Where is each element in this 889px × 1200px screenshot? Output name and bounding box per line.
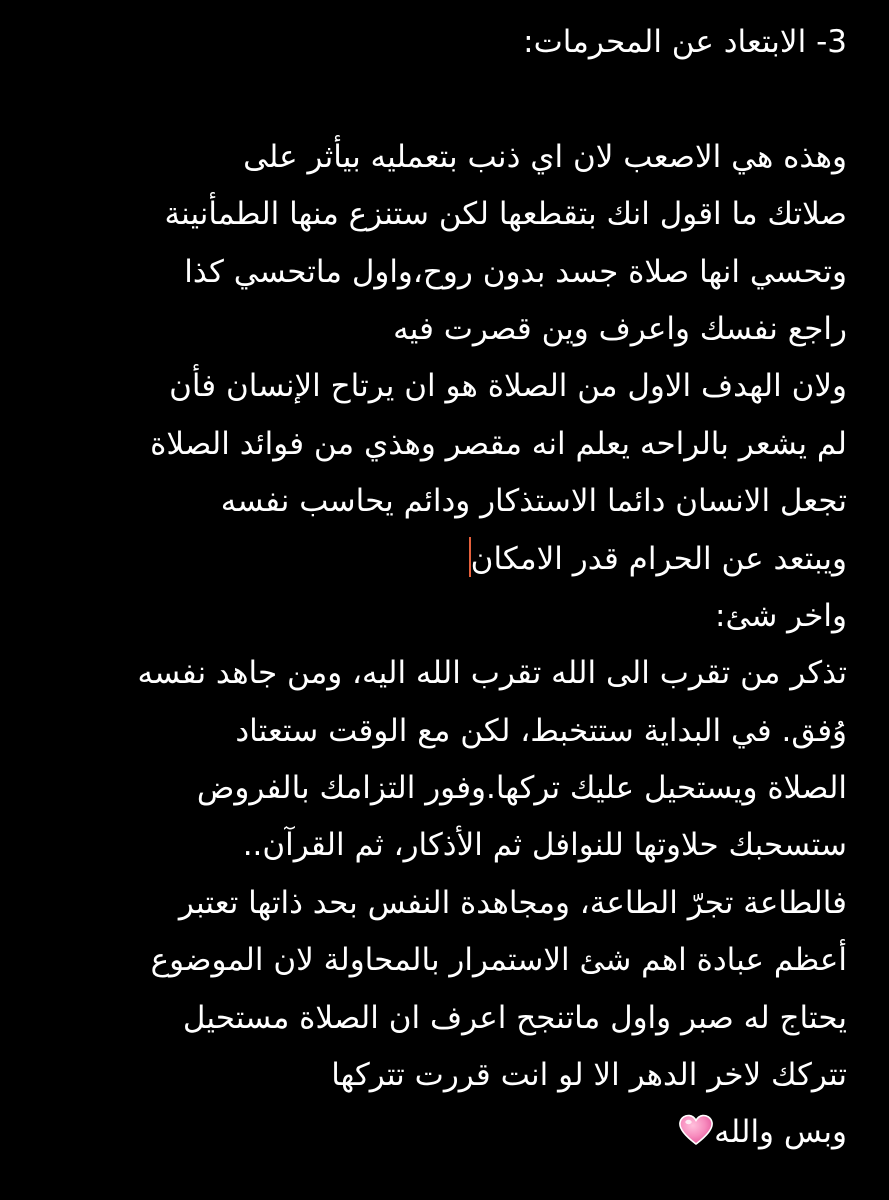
note-line: أعظم عبادة اهم شئ الاستمرار بالمحاولة لان الموضوع [150,942,847,979]
note-line-text: وبس والله [714,1114,847,1151]
note-text[interactable] [44,14,847,1162]
note-heading: 3- الابتعاد عن المحرمات: [523,24,847,60]
note-line: راجع نفسك واعرف وين قصرت فيه [393,310,847,347]
note-line-closing [44,1104,847,1161]
note-subheading: واخر شئ: [715,597,847,634]
note-line: لم يشعر بالراحه يعلم انه مقصر وهذي من فوائد الصلاة [150,425,847,462]
note-line: يحتاج له صبر واول ماتنجح اعرف ان الصلاة مستحيل [182,999,847,1036]
note-line: تجعل الانسان دائما الاستذكار ودائم يحاسب نفسه [220,483,847,520]
note-line: الصلاة ويستحيل عليك تركها.وفور التزامك بالفروض [196,770,847,807]
note-line-with-cursor [44,531,847,588]
note-line: وهذه هي الاصعب لان اي ذنب بتعمليه بيأثر على [243,138,847,175]
note-line-text: ويبتعد عن الحرام قدر الامكان [470,540,847,577]
note-line: تتركك لاخر الدهر الا لو انت قررت تتركها [331,1057,847,1094]
note-line: صلاتك ما اقول انك بتقطعها لكن ستنزع منها الطمأنينة [164,196,847,233]
note-line: تذكر من تقرب الى الله تقرب الله اليه، ومن جاهد نفسه [137,655,847,692]
note-line: ستسحبك حلاوتها للنوافل ثم الأذكار، ثم القرآن.. [242,827,847,864]
note-line: وُفق. في البداية ستتخبط، لكن مع الوقت ستعتاد [235,712,847,749]
note-line: ولان الهدف الاول من الصلاة هو ان يرتاح الإنسان فأن [169,368,847,405]
note-line-blank [44,71,847,128]
note-line: وتحسي انها صلاة جسد بدون روح،واول ماتحسي كذا [184,253,847,290]
note-line: فالطاعة تجرّ الطاعة، ومجاهدة النفس بحد ذاتها تعتبر [178,884,847,921]
pink-heart-icon [678,1114,714,1146]
